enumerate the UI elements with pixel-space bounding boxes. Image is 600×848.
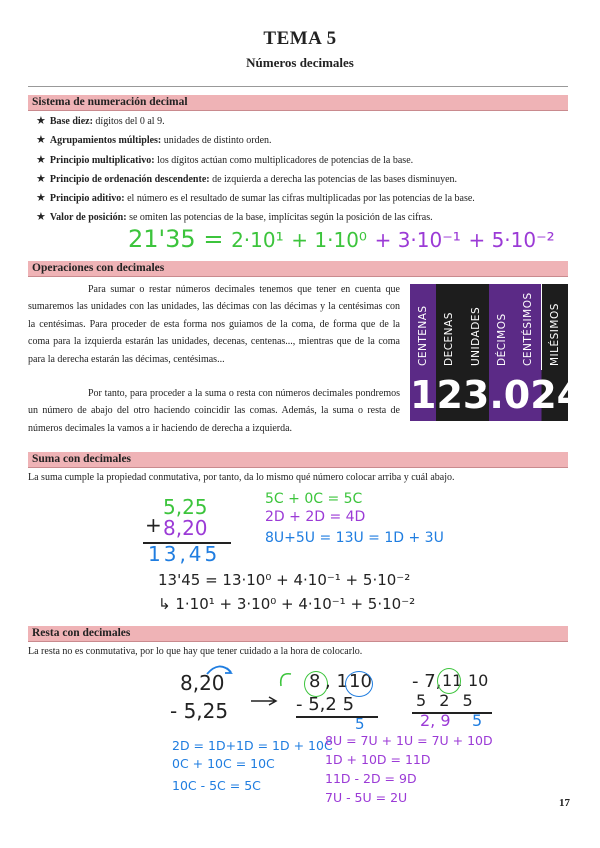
- page-number: 17: [559, 797, 570, 809]
- handwritten-expansion: 21'35 = 2·10¹ + 1·10⁰ + 3·10⁻¹ + 5·10⁻²: [128, 225, 555, 253]
- star-icon: ★: [36, 172, 46, 185]
- resta-note-purple-2: 1D + 10D = 11D: [325, 752, 431, 767]
- place-value-number: 123.024: [410, 373, 584, 417]
- suma-expansion-2: ↳ 1·10¹ + 3·10⁰ + 4·10⁻¹ + 5·10⁻²: [158, 595, 416, 613]
- suma-bottom-operand: 8,20: [163, 516, 208, 540]
- resta-b-result: 5: [355, 715, 365, 733]
- resta-c-top-tenth: 11: [442, 671, 463, 690]
- resta-note-purple-4: 7U - 5U = 2U: [325, 790, 408, 805]
- suma-text: La suma cumple la propiedad conmutativa, por tanto, da lo mismo qué número colocar arriba y cuál abajo.: [28, 472, 455, 483]
- section-title-resta: Resta con decimales: [32, 627, 131, 639]
- list-item: ★ Principio aditivo: el número es el resultado de sumar las cifras multiplicadas por las potencias de la base.: [36, 192, 475, 205]
- list-item: ★ Valor de posición: se omiten las potencias de la base, implícitas según la posición de las cifras.: [36, 211, 433, 224]
- page-title: TEMA 5: [263, 28, 337, 49]
- borrow-arrow-icon: [205, 662, 235, 678]
- resta-note-purple-3: 11D - 2D = 9D: [325, 771, 417, 786]
- list-item: ★ Base diez: dígitos del 0 al 9.: [36, 115, 165, 127]
- section-title-suma: Suma con decimales: [32, 453, 132, 465]
- resta-a-top: 8,20: [180, 671, 225, 695]
- resta-b-result-line: [296, 716, 378, 718]
- arrow-right-icon: [249, 695, 279, 707]
- resta-c-result-left: 2, 9: [420, 711, 451, 730]
- place-value-column: CENTÉSIMOS: [515, 284, 541, 372]
- resta-c-top-unit: - 7,: [412, 671, 442, 692]
- resta-b-top-hundredth: 10: [349, 671, 372, 692]
- star-icon: ★: [36, 211, 46, 224]
- place-value-chart: [410, 284, 584, 421]
- resta-note-blue-1: 2D = 1D+1D = 1D + 10C: [172, 738, 333, 753]
- resta-note-purple-1: 8U = 7U + 1U = 7U + 10D: [325, 733, 493, 748]
- resta-a-bottom: - 5,25: [170, 699, 229, 723]
- borrow-arrow-icon: [277, 668, 305, 692]
- suma-plus-sign: +: [145, 513, 162, 537]
- list-item: ★ Principio de ordenación descendente: de izquierda a derecha las potencias de las bases disminuyen.: [36, 172, 458, 185]
- star-icon: ★: [36, 115, 46, 127]
- operaciones-paragraph-1: Para sumar o restar números decimales tenemos que tener en cuenta que sumaremos las unidades con las unidades, las décimas con las décimas y la centésimas con la centésimas. Para proceder de esta forma nos guiamos de la coma, de forma que de la coma para la izquierda estarán las unidades, decenas, centenas..., mientras que de la coma para la derecha estarán las décimas, centésimas...: [28, 284, 400, 365]
- principles-list: [36, 112, 566, 228]
- place-value-column: CENTENAS: [410, 284, 436, 372]
- star-icon: ★: [36, 134, 46, 147]
- suma-top-operand: 5,25: [163, 495, 208, 519]
- suma-note-2: 2D + 2D = 4D: [265, 509, 366, 525]
- list-item: ★ Principio multiplicativo: los dígitos actúan como multiplicadores de potencias de la base.: [36, 153, 414, 166]
- list-item: ★ Agrupamientos múltiples: unidades de distinto orden.: [36, 134, 272, 147]
- place-value-column: DÉCIMOS: [489, 284, 515, 372]
- star-icon: ★: [36, 192, 46, 205]
- suma-expansion-1: 13'45 = 13·10⁰ + 4·10⁻¹ + 5·10⁻²: [158, 571, 411, 589]
- suma-result: 13,45: [148, 542, 221, 566]
- resta-c-result-right: 5: [472, 711, 483, 730]
- resta-note-blue-3: 10C - 5C = 5C: [172, 778, 261, 793]
- resta-b-top-tenth: , 1: [325, 671, 348, 692]
- resta-b-top-unit: 8: [309, 671, 321, 692]
- star-icon: ★: [36, 153, 46, 166]
- place-value-column: MILÉSIMOS: [542, 284, 569, 372]
- suma-note-1: 5C + 0C = 5C: [265, 491, 363, 507]
- header-divider: [28, 86, 568, 87]
- operaciones-paragraph-2: Por tanto, para proceder a la suma o resta con números decimales pondremos un número de abajo del otro haciendo coincidir las comas. Además, la suma o resta de números decimales la vamos a ir haciendo de derecha a izquierda.: [28, 388, 400, 434]
- section-title-sistema: Sistema de numeración decimal: [32, 96, 188, 108]
- resta-note-blue-2: 0C + 10C = 10C: [172, 756, 275, 771]
- page-subtitle: Números decimales: [246, 55, 354, 70]
- place-value-column: UNIDADES: [463, 284, 489, 372]
- resta-text: La resta no es conmutativa, por lo que hay que tener cuidado a la hora de colocarlo.: [28, 646, 363, 657]
- resta-c-bottom: 5 2 5: [416, 691, 477, 710]
- resta-c-top-hundredth: 10: [468, 671, 489, 690]
- resta-b-bottom: - 5,2 5: [296, 694, 355, 715]
- suma-note-3: 8U+5U = 13U = 1D + 3U: [265, 530, 444, 546]
- section-title-operaciones: Operaciones con decimales: [32, 262, 165, 274]
- place-value-column: DECENAS: [436, 284, 462, 372]
